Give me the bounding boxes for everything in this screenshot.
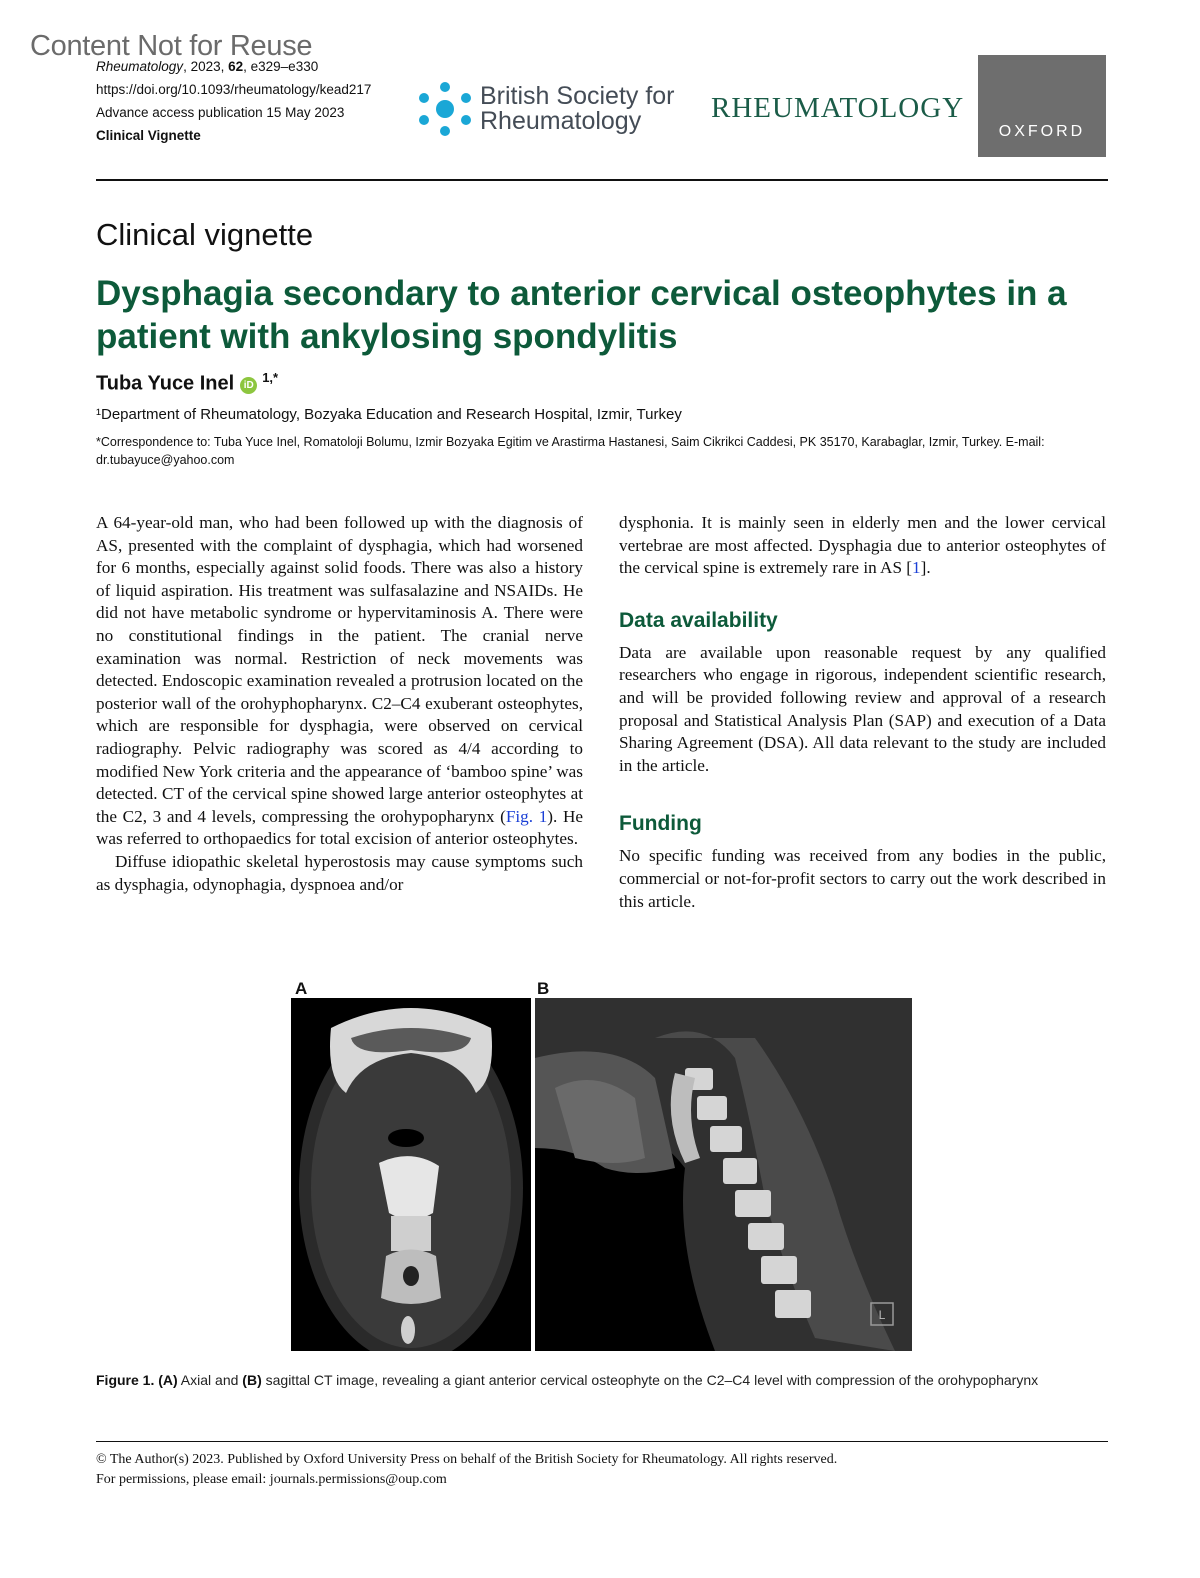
reference-link[interactable]: 1 bbox=[912, 558, 921, 578]
bsr-logo-text bbox=[480, 84, 675, 134]
panel-label-b: B bbox=[537, 979, 550, 998]
permissions-notice: For permissions, please email: journals.permissions@oup.com bbox=[96, 1472, 447, 1487]
paragraph-data-availability: Data are available upon reasonable request by any qualified researchers who engage in rigorous, independent scientific research, and will be provided following review and approval of a research proposal and Statistical Analysis Plan (SAP) and execution of a Data Sharing Agreement (DSA). All data relevant to the study are included in the article. bbox=[619, 642, 1106, 775]
footer bbox=[96, 1450, 837, 1490]
figure-caption bbox=[96, 1372, 1038, 1388]
advance-access-date: Advance access publication 15 May 2023 bbox=[96, 105, 345, 120]
caption-panel-b: (B) bbox=[242, 1372, 262, 1388]
watermark-text: Content Not for Reuse bbox=[30, 30, 313, 62]
doi-link[interactable]: https://doi.org/10.1093/rheumatology/kead217 bbox=[96, 82, 372, 97]
oxford-logo bbox=[978, 55, 1106, 157]
article-type: Clinical Vignette bbox=[96, 128, 201, 143]
bsr-line-1: British Society for bbox=[480, 82, 675, 110]
journal-name: Rheumatology bbox=[96, 59, 184, 74]
section-label: Clinical vignette bbox=[96, 217, 314, 252]
footer-rule bbox=[96, 1441, 1108, 1442]
orcid-icon[interactable]: iD bbox=[240, 377, 257, 394]
orientation-marker: L bbox=[878, 1308, 886, 1322]
header-rule bbox=[96, 179, 1108, 181]
citation-year: , 2023, bbox=[183, 59, 229, 74]
copyright-notice: © The Author(s) 2023. Published by Oxford University Press on behalf of the British Society for Rheumatology. All rights reserved. bbox=[96, 1452, 838, 1467]
discussion-text: dysphonia. It is mainly seen in elderly men and the lower cervical vertebrae are most affected. Dysphagia due to anterior osteophytes of the cervical spine is extremely rare in AS [ bbox=[619, 513, 1106, 578]
oxford-logo-text: OXFORD bbox=[998, 123, 1086, 140]
citation-line bbox=[96, 55, 371, 78]
caption-panel-a: (A) bbox=[158, 1372, 178, 1388]
case-text-end: ). He was referred to orthopaedics for total excision of anterior osteophytes. bbox=[96, 806, 584, 849]
paragraph-discussion: Diffuse idiopathic skeletal hyperostosis may cause symptoms such as dysphagia, odynophagia, dyspnoea and/or bbox=[96, 851, 583, 894]
author-name[interactable]: Tuba Yuce Inel bbox=[96, 372, 235, 395]
journal-logo: RHEUMATOLOGY bbox=[711, 92, 965, 124]
paragraph-funding: No specific funding was received from any bodies in the public, commercial or not-for-profit sectors to carry out the work described in this article. bbox=[619, 846, 1106, 911]
ct-axial-drawing bbox=[291, 998, 531, 1351]
ct-sagittal-drawing bbox=[535, 998, 912, 1351]
page-range: , e329–e330 bbox=[243, 59, 319, 74]
author-line bbox=[96, 370, 278, 396]
discussion-text-end: ]. bbox=[920, 558, 931, 578]
author-marks: 1,* bbox=[262, 370, 279, 385]
paragraph-discussion-cont bbox=[619, 512, 1106, 580]
article-title: Dysphagia secondary to anterior cervical osteophytes in a patient with ankylosing spondylitis bbox=[96, 274, 1067, 356]
bsr-logo-icon bbox=[418, 82, 472, 136]
caption-label: Figure 1. bbox=[96, 1372, 155, 1388]
caption-mid: Axial and bbox=[177, 1372, 243, 1388]
panel-label-a: A bbox=[295, 979, 308, 998]
left-column bbox=[96, 512, 583, 896]
ct-image-axial bbox=[291, 998, 531, 1351]
paragraph-case bbox=[96, 512, 583, 851]
affiliation: ¹Department of Rheumatology, Bozyaka Education and Research Hospital, Izmir, Turkey bbox=[96, 406, 682, 423]
ct-image-sagittal bbox=[535, 998, 912, 1351]
case-text: A 64-year-old man, who had been followed up with the diagnosis of AS, presented with the complaint of dysphagia, which had worsened for 6 months, especially against solid foods. There was also a history of liquid aspiration. His treatment was sulfasalazine and NSAIDs. He did not have metabolic syndrome or hypervitaminosis A. There were no constitutional findings in the patient. The cranial nerve examination was normal. Restriction of neck movements was detected. Endoscopic examination revealed a protrusion located on the posterior wall of the orohyphopharynx. C2–C4 exuberant osteophytes, which are responsible for dysphagia, were observed on cervical radiography. Pelvic radiography was scored as 4/4 according to modified New York criteria and the appearance of ‘bamboo spine’ was detected. CT of the cervical spine showed large anterior osteophytes at the C2, 3 and 4 levels, compressing the orohypopharynx ( bbox=[96, 513, 583, 826]
caption-text: sagittal CT image, revealing a giant anterior cervical osteophyte on the C2–C4 level with compression of the orohypopharynx bbox=[261, 1372, 1039, 1388]
figure-link[interactable]: Fig. 1 bbox=[505, 806, 548, 826]
heading-funding: Funding bbox=[619, 812, 702, 836]
heading-data-availability: Data availability bbox=[619, 608, 778, 632]
correspondence: *Correspondence to: Tuba Yuce Inel, Romatoloji Bolumu, Izmir Bozyaka Egitim ve Arastirma Hastanesi, Saim Cikrikci Caddesi, PK 35170, Karabaglar, Izmir, Turkey. E-mail: dr.tubayuce@yahoo.com bbox=[96, 435, 1045, 467]
article-metadata bbox=[96, 55, 371, 147]
right-column bbox=[619, 512, 1106, 913]
volume-number: 62 bbox=[228, 59, 244, 74]
bsr-line-2: Rheumatology bbox=[480, 107, 642, 135]
